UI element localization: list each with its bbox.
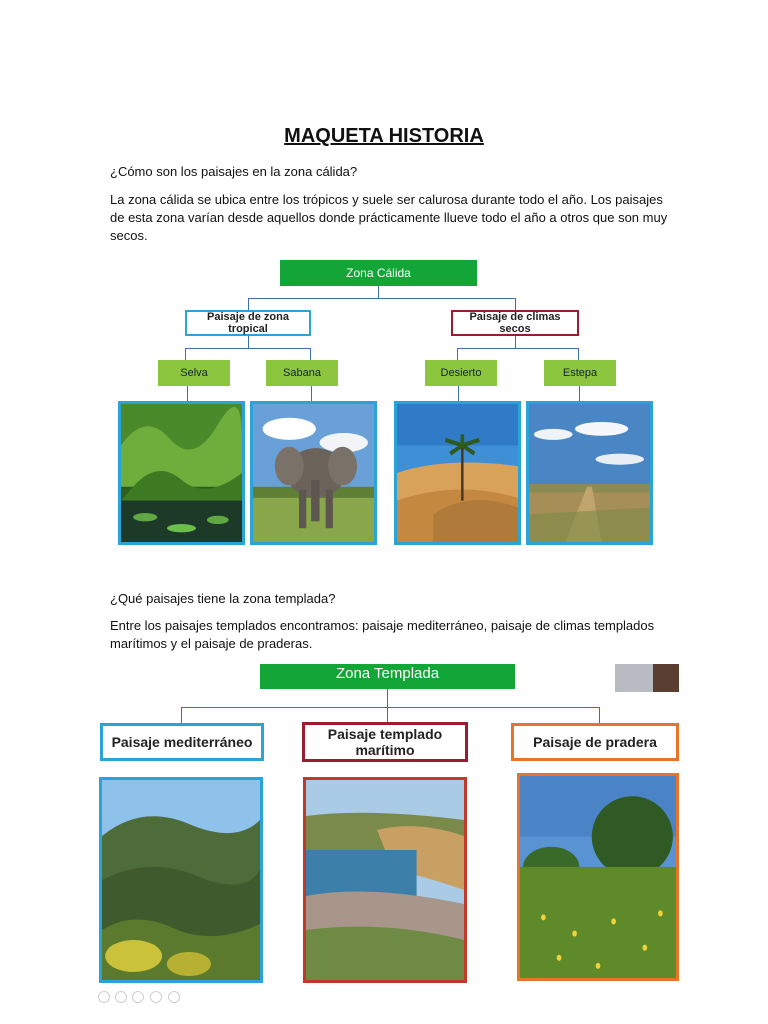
question-warm-zone: ¿Cómo son los paisajes en la zona cálida? — [110, 164, 358, 179]
sabana-photo — [250, 401, 377, 545]
paragraph-warm-zone: La zona cálida se ubica entre los trópicos y suele ser calurosa durante todo el año. Los paisajes de esta zona varían desde aquellos donde prácticamente llueve todo el año a otros que son muy secos. — [110, 192, 668, 243]
temperate-zone-root: Zona Templada — [260, 664, 515, 689]
connector — [248, 298, 249, 310]
estepa-photo — [526, 401, 653, 545]
connector — [187, 386, 188, 402]
more-icon[interactable] — [168, 991, 180, 1003]
maritimo-photo — [303, 777, 467, 983]
group-tropical: Paisaje de zona tropical — [185, 310, 311, 336]
connector — [185, 348, 311, 349]
connector — [181, 707, 182, 723]
connector — [387, 707, 388, 723]
copy-icon[interactable] — [132, 991, 144, 1003]
question-temperate-zone: ¿Qué paisajes tiene la zona templada? — [110, 591, 336, 606]
connector — [515, 336, 516, 348]
leaf-estepa: Estepa — [544, 360, 616, 386]
selva-photo — [118, 401, 245, 545]
connector — [579, 386, 580, 402]
connector — [387, 689, 388, 707]
connector — [311, 386, 312, 402]
page-title: MAQUETA HISTORIA — [284, 125, 484, 147]
connector — [310, 348, 311, 360]
desierto-photo — [394, 401, 521, 545]
connector — [599, 707, 600, 723]
connector — [457, 348, 458, 360]
mediterraneo-photo — [99, 777, 263, 983]
type-pradera: Paisaje de pradera — [511, 723, 679, 761]
leaf-selva: Selva — [158, 360, 230, 386]
video-thumbnail — [615, 664, 679, 692]
type-mediterraneo: Paisaje mediterráneo — [100, 723, 264, 761]
connector — [378, 286, 379, 298]
pradera-photo — [517, 773, 679, 981]
leaf-sabana: Sabana — [266, 360, 338, 386]
type-maritimo: Paisaje templado marítimo — [302, 722, 468, 762]
connector — [458, 386, 459, 402]
group-dry: Paisaje de climas secos — [451, 310, 579, 336]
connector — [185, 348, 186, 360]
zoom-icon[interactable] — [150, 991, 162, 1003]
connector — [181, 707, 600, 708]
leaf-desierto: Desierto — [425, 360, 497, 386]
play-icon[interactable] — [98, 991, 110, 1003]
connector — [578, 348, 579, 360]
connector — [248, 336, 249, 348]
pen-icon[interactable] — [115, 991, 127, 1003]
connector — [248, 298, 516, 299]
connector — [457, 348, 579, 349]
paragraph-temperate-zone: Entre los paisajes templados encontramos: paisaje mediterráneo, paisaje de climas templados marítimos y el paisaje de praderas. — [110, 618, 655, 651]
connector — [515, 298, 516, 310]
warm-zone-root: Zona Cálida — [280, 260, 477, 286]
